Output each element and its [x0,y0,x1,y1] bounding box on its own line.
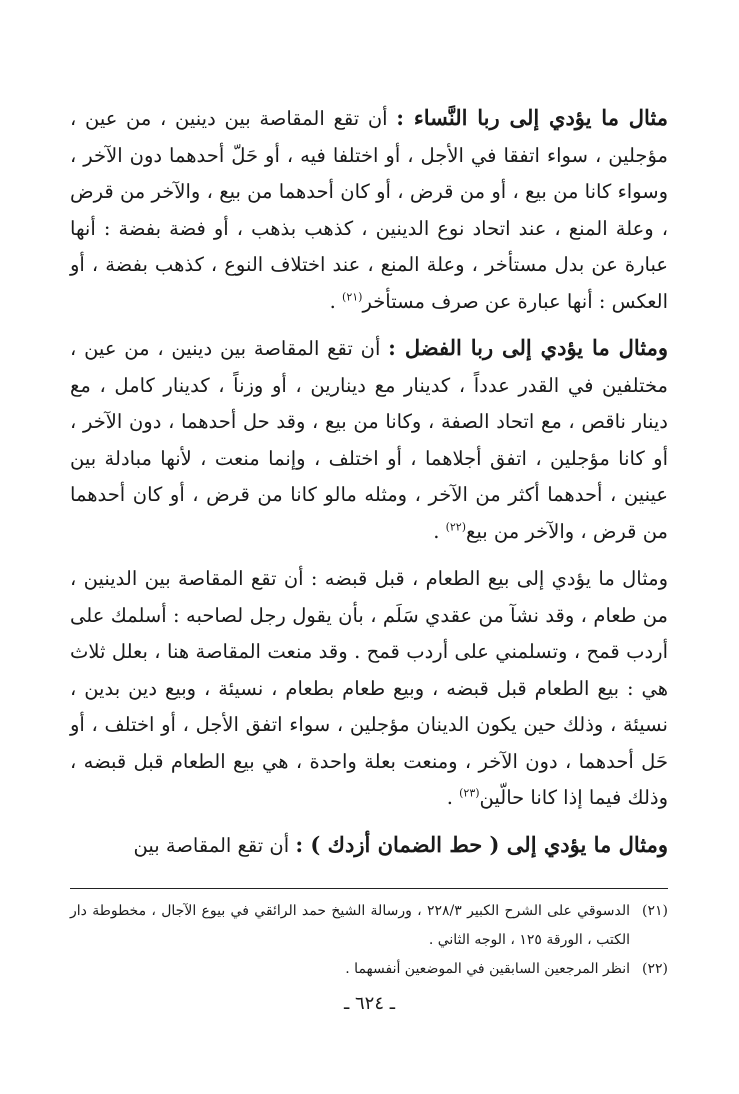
paragraph-body: أن تقع المقاصة بين [133,833,296,857]
footnote-item [70,897,668,955]
footnote-ref[interactable]: (٢٣) [459,786,480,800]
footnote-text: الدسوقي على الشرح الكبير ٢٢٨/٣ ، ورسالة الشيخ حمد الرائقي في بيوع الآجال ، مخطوطة دار الكتب ، الورقة ١٢٥ ، الوجه الثاني . [70,903,630,948]
paragraph-heading: ومثال ما يؤدي إلى ( حط الضمان أزدك ) : [295,831,668,857]
paragraph-heading: ومثال ما يؤدي إلى ربا الفضل : [388,335,668,360]
footnotes-section [70,888,668,984]
paragraph-body: ومثال ما يؤدي إلى بيع الطعام ، قبل قبضه : أن تقع المقاصة بين الدينين ، من طعام ، وقد نشآ من عقدي سَلَم ، بأن يقول رجل لصاحبه : أسلمك على أردب قمح ، وتسلمني على أردب قمح . وقد منعت المقاصة هنا ، بعلل ثلاث هي : بيع الطعام قبل قبضه ، وبيع طعام بطعام ، نسيئة ، وبيع دين بدين ، نسيئة ، وذلك حين يكون الدينان مؤجلين ، سواء اتفق الأجل ، أو اختلف ، أو حَل أحدهما ، دون الآخر ، ومنعت بعلة واحدة ، هي بيع الطعام قبل قبضه ، وذلك فيما إذا كانا حالّين [70,567,668,809]
footnote-number: (٢٢) [642,961,668,977]
footnote-number: (٢١) [642,903,668,919]
paragraph-riba-nasaa [70,100,668,320]
main-text [70,100,668,864]
paragraph-body: أن تقع المقاصة بين دينين ، من عين ، مختلفين في القدر عدداً ، كدينار مع دينارين ، أو وزناً ، كدينار كامل ، مع دينار ناقص ، مع اتحاد الصفة ، وكانا من بيع ، وقد حل أحدهما ، دون الآخر ، أو كانا مؤجلين ، اتفق أجلاهما ، أو اختلف ، وإنما منعت ، لأنها مبادلة بين عينين ، أحدهما أكثر من الآخر ، ومثله مالو كانا من قرض ، أو كان أحدهما من قرض ، والآخر من بيع [70,337,668,543]
paragraph-body: أن تقع المقاصة بين دينين ، من عين ، مؤجلين ، سواء اتفقا في الأجل ، أو اختلفا فيه ، أو حَلّ أحدهما دون الآخر ، وسواء كانا من بيع ، أو من قرض ، أو كان أحدهما من بيع ، والآخر من قرض ، وعلة المنع ، عند اتحاد نوع الدينين ، كذهب بذهب ، أو فضة بفضة : أنها عبارة عن بدل مستأخر ، وعلة المنع ، عند اختلاف النوع ، كذهب بفضة ، أو العكس : أنها عبارة عن صرف مستأخر [70,107,668,313]
paragraph-riba-fadl [70,330,668,550]
page-number: ـ ٦٢٤ ـ [343,993,395,1014]
footnote-ref[interactable]: (٢١) [342,290,363,303]
footnote-item [70,955,668,984]
paragraph-heading: مثال ما يؤدي إلى ربا النَّساء : [396,105,669,130]
paragraph-bay-taam [70,560,668,817]
paragraph-tail: . [446,786,460,809]
footnote-ref[interactable]: (٢٢) [445,520,467,533]
footnote-text: انظر المرجعين السابقين في الموضعين أنفسهما . [345,961,630,977]
paragraph-tail: . [329,289,343,313]
paragraph-hatt-damaan [70,827,668,865]
paragraph-tail: . [433,519,446,543]
